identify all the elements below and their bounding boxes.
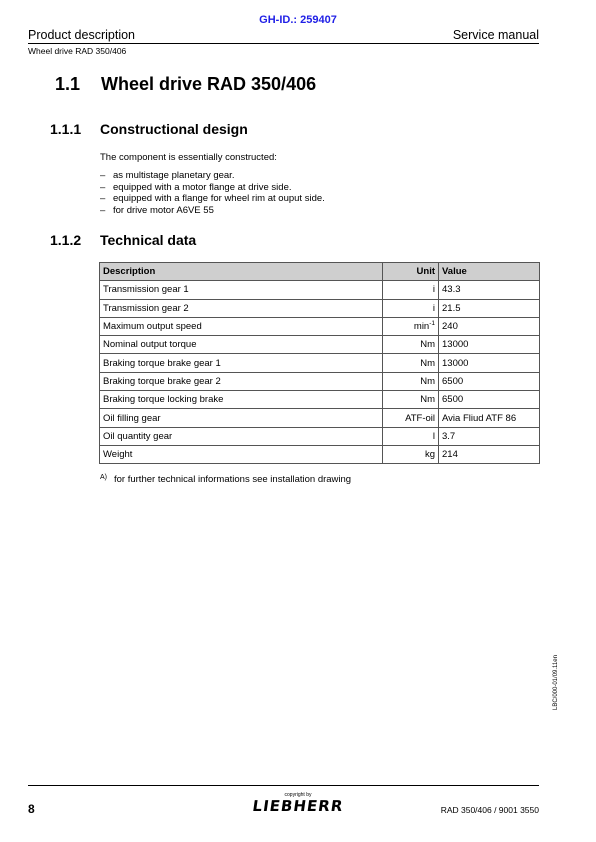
table-row — [100, 445, 540, 463]
cell-value: 214 — [439, 445, 540, 463]
cell-value: 6500 — [439, 372, 540, 390]
section-number: 1.1 — [55, 74, 81, 94]
cell-unit: Nm — [383, 336, 439, 354]
design-section-title: Constructional design — [100, 121, 248, 137]
unit-exponent: -1 — [429, 320, 435, 328]
column-header-description: Description — [100, 263, 383, 281]
cell-description: Weight — [100, 445, 383, 463]
header-divider — [28, 43, 539, 44]
cell-unit: i — [383, 299, 439, 317]
cell-value: 13000 — [439, 336, 540, 354]
section-title: Wheel drive RAD 350/406 — [101, 74, 317, 94]
list-item-text: as multistage planetary gear. — [113, 170, 235, 181]
column-header-unit: Unit — [383, 263, 439, 281]
table-row — [100, 409, 540, 427]
cell-description: Nominal output torque — [100, 336, 383, 354]
cell-unit — [383, 317, 439, 335]
cell-value: 43.3 — [439, 281, 540, 299]
dash-bullet: – — [100, 193, 106, 205]
list-item — [100, 170, 325, 182]
table-row — [100, 336, 540, 354]
technical-section-title: Technical data — [100, 232, 197, 248]
cell-description: Transmission gear 1 — [100, 281, 383, 299]
design-list — [100, 170, 325, 217]
cell-unit: Nm — [383, 354, 439, 372]
cell-description: Oil filling gear — [100, 409, 383, 427]
footnote-marker: A) — [100, 474, 107, 481]
table-row — [100, 354, 540, 372]
technical-section-number: 1.1.2 — [50, 232, 82, 248]
technical-data-table — [99, 262, 540, 464]
cell-description: Braking torque locking brake — [100, 391, 383, 409]
cell-description: Oil quantity gear — [100, 427, 383, 445]
header-manual-type: Service manual — [452, 28, 539, 42]
dash-bullet: – — [100, 181, 106, 193]
list-item-text: for drive motor A6VE 55 — [113, 205, 214, 217]
cell-unit: ATF-oil — [383, 409, 439, 427]
cell-description: Braking torque brake gear 1 — [100, 354, 383, 372]
dash-bullet: – — [100, 170, 106, 181]
cell-unit: kg — [383, 445, 439, 463]
cell-value: 3.7 — [439, 427, 540, 445]
table-row — [100, 427, 540, 445]
list-item — [100, 182, 325, 194]
design-intro: The component is essentially constructed: — [100, 152, 277, 163]
document-reference: RAD 350/406 / 9001 3550 — [440, 805, 539, 815]
liebherr-logo: LIEBHERR — [251, 797, 345, 815]
cell-value: 6500 — [439, 391, 540, 409]
table-row — [100, 299, 540, 317]
cell-value: Avia Fliud ATF 86 — [439, 409, 540, 427]
cell-description: Transmission gear 2 — [100, 299, 383, 317]
cell-unit: l — [383, 427, 439, 445]
list-item-text: equipped with a flange for wheel rim at ouput side. — [113, 193, 325, 205]
table-row — [100, 281, 540, 299]
cell-value: 21.5 — [439, 299, 540, 317]
table-header-row — [100, 263, 540, 281]
cell-value: 13000 — [439, 354, 540, 372]
cell-description: Braking torque brake gear 2 — [100, 372, 383, 390]
table-row — [100, 372, 540, 390]
cell-description: Maximum output speed — [100, 317, 383, 335]
list-item — [100, 193, 325, 205]
header-category: Product description — [28, 28, 136, 42]
gh-id: GH-ID.: 259407 — [259, 14, 337, 26]
header-subtitle: Wheel drive RAD 350/406 — [28, 46, 127, 56]
document-side-code: LBC/000-01/09.11en — [553, 655, 559, 710]
cell-unit: Nm — [383, 372, 439, 390]
column-header-value: Value — [439, 263, 540, 281]
unit-base: min — [413, 321, 430, 333]
footnote-text: for further technical informations see installation drawing — [114, 474, 352, 485]
cell-unit: Nm — [383, 391, 439, 409]
design-section-number: 1.1.1 — [50, 121, 82, 137]
cell-unit: i — [383, 281, 439, 299]
footer-divider — [28, 785, 539, 786]
list-item-text: equipped with a motor flange at drive side. — [113, 181, 292, 193]
copyright-label: copyright by — [284, 792, 312, 798]
dash-bullet: – — [100, 205, 106, 217]
page-number: 8 — [28, 802, 35, 816]
table-row — [100, 317, 540, 335]
table-row — [100, 391, 540, 409]
cell-value: 240 — [439, 317, 540, 335]
list-item — [100, 205, 325, 217]
